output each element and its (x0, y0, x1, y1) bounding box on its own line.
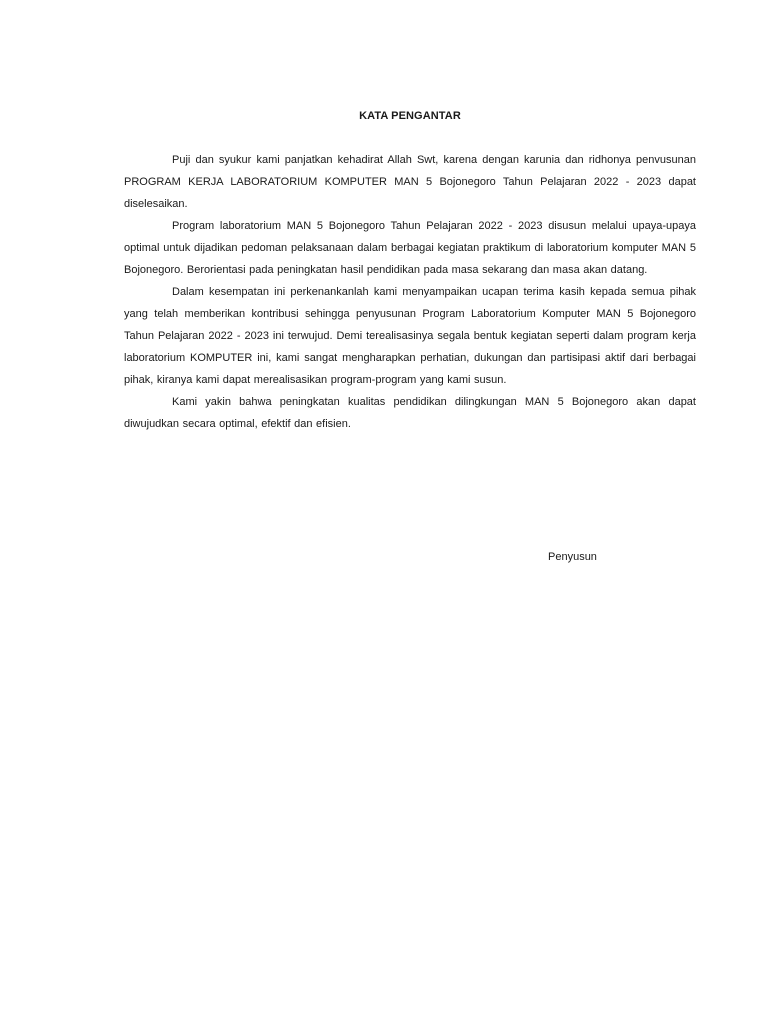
signature-label: Penyusun (548, 551, 597, 563)
document-body (124, 107, 696, 435)
paragraph-4: Kami yakin bahwa peningkatan kualitas pendidikan dilingkungan MAN 5 Bojonegoro akan dapat diwujudkan secara optimal, efektif dan efisien. (124, 396, 696, 430)
paragraph-2: Program laboratorium MAN 5 Bojonegoro Tahun Pelajaran 2022 - 2023 disusun melalui upaya-upaya optimal untuk dijadikan pedoman pelaksanaan dalam berbagai kegiatan praktikum di laboratorium komputer MAN 5 Bojonegoro. Berorientasi pada peningkatan hasil pendidikan pada masa sekarang dan masa akan datang. (124, 220, 696, 276)
document-title: KATA PENGANTAR (359, 110, 461, 122)
paragraph-3: Dalam kesempatan ini perkenankanlah kami menyampaikan ucapan terima kasih kepada semua pihak yang telah memberikan kontribusi sehingga penyusunan Program Laboratorium Komputer MAN 5 Bojonegoro Tahun Pelajaran 2022 - 2023 ini terwujud. Demi terealisasinya segala bentuk kegiatan seperti dalam program kerja laboratorium KOMPUTER ini, kami sangat mengharapkan perhatian, dukungan dan partisipasi aktif dari berbagai pihak, kiranya kami dapat merealisasikan program-program yang kami susun. (124, 286, 696, 386)
paragraph-1: Puji dan syukur kami panjatkan kehadirat Allah Swt, karena dengan karunia dan ridhonya penvusunan PROGRAM KERJA LABORATORIUM KOMPUTER MAN 5 Bojonegoro Tahun Pelajaran 2022 - 2023 dapat diselesaikan. (124, 154, 696, 210)
